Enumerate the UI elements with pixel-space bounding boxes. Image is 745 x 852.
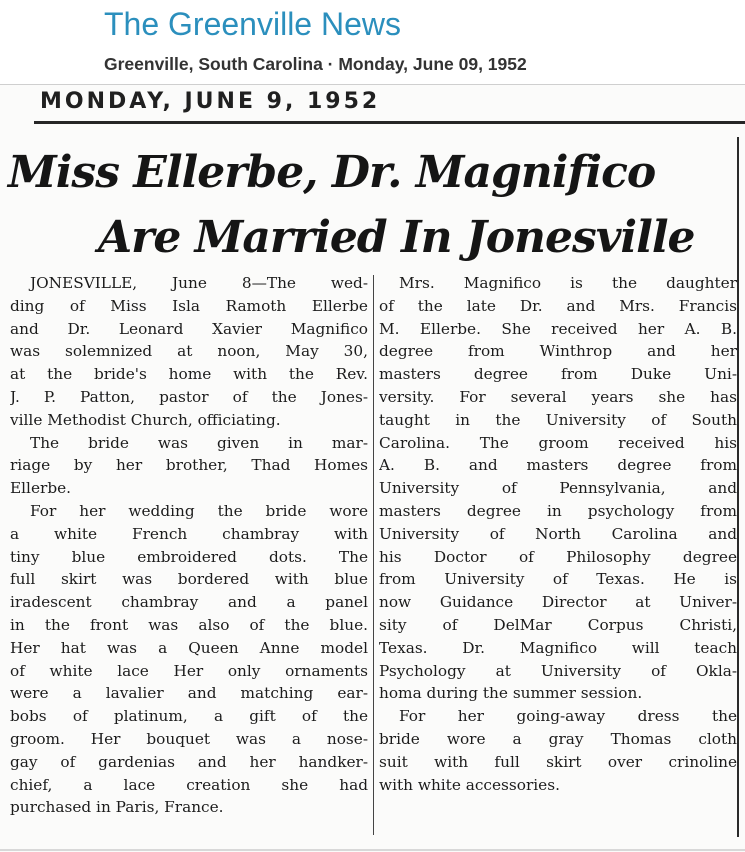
article-line: masters degree in psychology from <box>379 501 737 520</box>
newspaper-clipping <box>0 85 745 852</box>
article-line: iradescent chambray and a panel <box>10 593 368 612</box>
article-line: Mrs. Magnifico is the daughter <box>399 274 737 292</box>
article-line: A. B. and masters degree from <box>379 456 737 475</box>
article-line: were a lavalier and matching ear- <box>10 684 368 703</box>
article-line: versity. For several years she has <box>379 387 737 406</box>
article-line: of the late Dr. and Mrs. Francis <box>379 296 737 315</box>
column-divider <box>373 275 374 835</box>
article-line: taught in the University of South <box>379 410 737 429</box>
article-line: J. P. Patton, pastor of the Jones- <box>10 387 368 406</box>
article-line: The bride was given in mar- <box>30 433 368 452</box>
article-line: purchased in Paris, France. <box>10 798 224 817</box>
article-line: JONESVILLE, June 8—The wed- <box>30 274 368 292</box>
publication-subtitle: Greenville, South Carolina · Monday, June 09, 1952 <box>104 54 527 74</box>
publication-banner <box>98 0 615 82</box>
article-line: from University of Texas. He is <box>379 570 737 589</box>
article-line: and Dr. Leonard Xavier Magnifico <box>10 319 368 338</box>
article-line: Carolina. The groom received his <box>379 433 737 452</box>
clipping-right-border <box>737 137 739 837</box>
article-line: suit with full skirt over crinoline <box>379 752 737 771</box>
headline-line-2: Are Married In Jonesville <box>98 212 695 263</box>
article-line: now Guidance Director at Univer- <box>379 593 737 612</box>
article-line: For her wedding the bride wore <box>30 501 368 520</box>
article-line: tiny blue embroidered dots. The <box>10 547 368 566</box>
article-line: Psychology at University of Okla- <box>379 661 737 680</box>
article-line: University of Pennsylvania, and <box>379 479 737 498</box>
article-line: University of North Carolina and <box>379 524 737 543</box>
article-line: Texas. Dr. Magnifico will teach <box>379 638 737 657</box>
article-line: his Doctor of Philosophy degree <box>379 547 737 566</box>
article-line: Her hat was a Queen Anne model <box>10 638 368 657</box>
article-line: homa during the summer session. <box>379 684 643 703</box>
article-line: For her going-away dress the <box>399 707 737 726</box>
article-line: sity of DelMar Corpus Christi, <box>379 615 737 634</box>
article-line: bobs of platinum, a gift of the <box>10 707 368 726</box>
dateline: MONDAY, JUNE 9, 1952 <box>40 89 381 114</box>
article-line: M. Ellerbe. She received her A. B. <box>379 319 737 338</box>
article-line: chief, a lace creation she had <box>10 775 368 794</box>
article-column-left <box>10 272 368 819</box>
publication-title[interactable]: The Greenville News <box>104 6 401 42</box>
article-line: riage by her brother, Thad Homes <box>10 456 368 475</box>
article-line: masters degree from Duke Uni- <box>379 365 737 384</box>
article-line: with white accessories. <box>379 775 560 794</box>
article-line: ding of Miss Isla Ramoth Ellerbe <box>10 296 368 315</box>
article-line: bride wore a gray Thomas cloth <box>379 729 737 748</box>
article-line: a white French chambray with <box>10 524 368 543</box>
article-line: in the front was also of the blue. <box>10 615 368 634</box>
article-line: groom. Her bouquet was a nose- <box>10 729 368 748</box>
article-line: degree from Winthrop and her <box>379 342 737 361</box>
clipping-bottom-edge <box>0 849 745 851</box>
dateline-rule <box>34 121 745 124</box>
article-line: was solemnized at noon, May 30, <box>10 342 368 361</box>
article-line: ville Methodist Church, officiating. <box>10 410 281 429</box>
article-line: gay of gardenias and her handker- <box>10 752 368 771</box>
headline-line-1: Miss Ellerbe, Dr. Magnifico <box>8 147 656 198</box>
article-line: Ellerbe. <box>10 479 72 498</box>
article-line: full skirt was bordered with blue <box>10 570 368 589</box>
article-line: at the bride's home with the Rev. <box>10 365 368 384</box>
article-line: of white lace Her only ornaments <box>10 661 368 680</box>
article-column-right <box>379 272 737 796</box>
